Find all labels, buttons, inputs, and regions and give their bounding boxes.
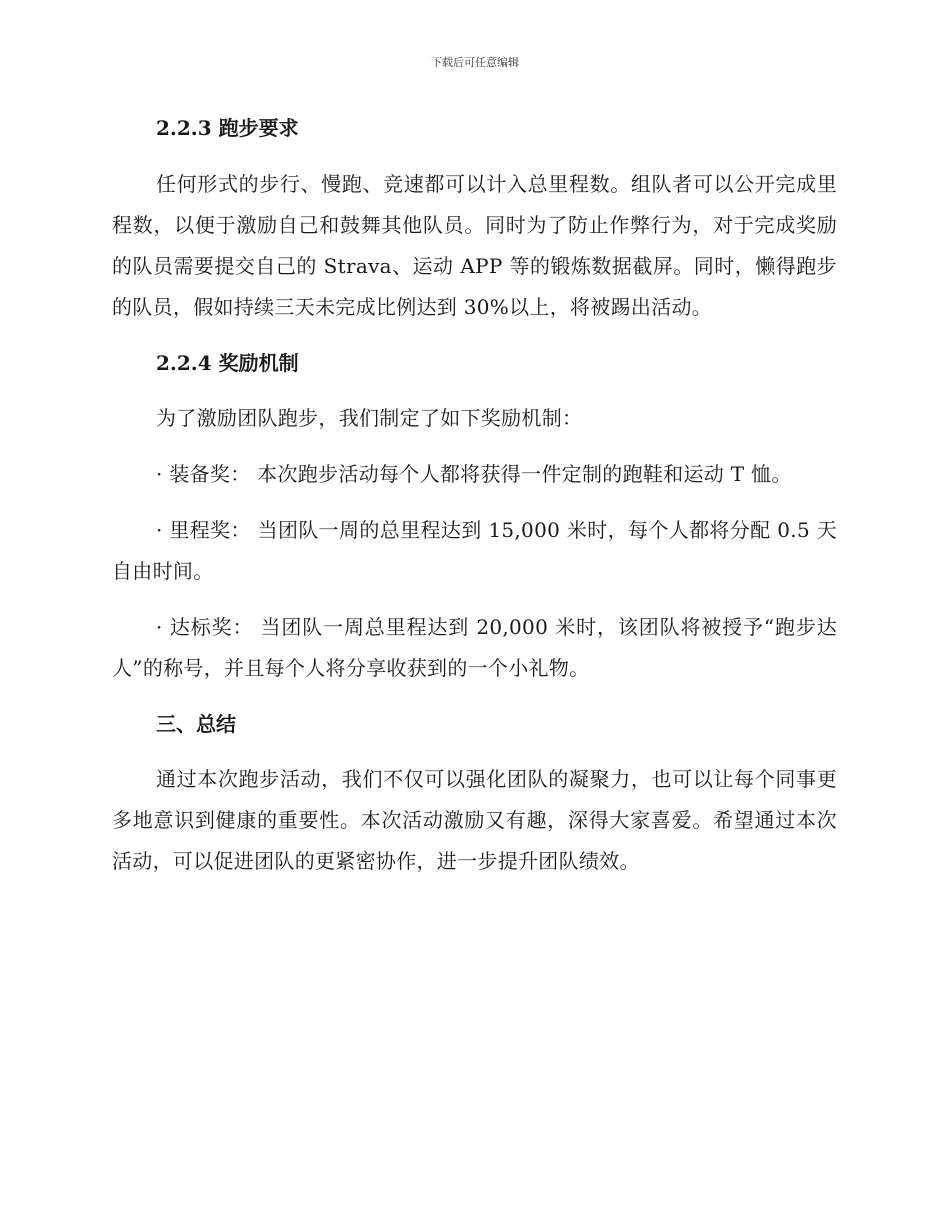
page-header: 下载后可任意编辑 <box>431 56 519 69</box>
reward-item-mileage: · 里程奖： 当团队一周的总里程达到 15,000 米时，每个人都将分配 0.5 天自由时间。 <box>112 518 837 583</box>
reward-item-equipment: · 装备奖： 本次跑步活动每个人都将获得一件定制的跑鞋和运动 T 恤。 <box>156 462 792 486</box>
reward-intro-paragraph: 为了激励团队跑步，我们制定了如下奖励机制： <box>156 406 583 430</box>
summary-paragraph: 通过本次跑步活动，我们不仅可以强化团队的凝聚力，也可以让每个同事更多地意识到健康的重要性。本次活动激励又有趣，深得大家喜爱。希望通过本次活动，可以促进团队的更紧密协作，进一步提升团队绩效。 <box>112 767 837 873</box>
running-requirements-paragraph: 任何形式的步行、慢跑、竞速都可以计入总里程数。组队者可以公开完成里程数，以便于激励自己和鼓舞其他队员。同时为了防止作弊行为，对于完成奖励的队员需要提交自己的 Strava、运动 APP 等的锻炼数据截屏。同时，懒得跑步的队员，假如持续三天未完成比例达到 30%以上，将被踢出活动。 <box>112 172 837 319</box>
document-body <box>112 110 837 882</box>
reward-item-achievement: · 达标奖： 当团队一周总里程达到 20,000 米时，该团队将被授予“跑步达人”的称号，并且每个人将分享收获到的一个小礼物。 <box>112 615 837 680</box>
section-heading-summary: 三、总结 <box>156 712 236 736</box>
section-heading-running-requirements: 2.2.3 跑步要求 <box>156 116 299 140</box>
section-heading-reward-mechanism: 2.2.4 奖励机制 <box>156 351 299 375</box>
